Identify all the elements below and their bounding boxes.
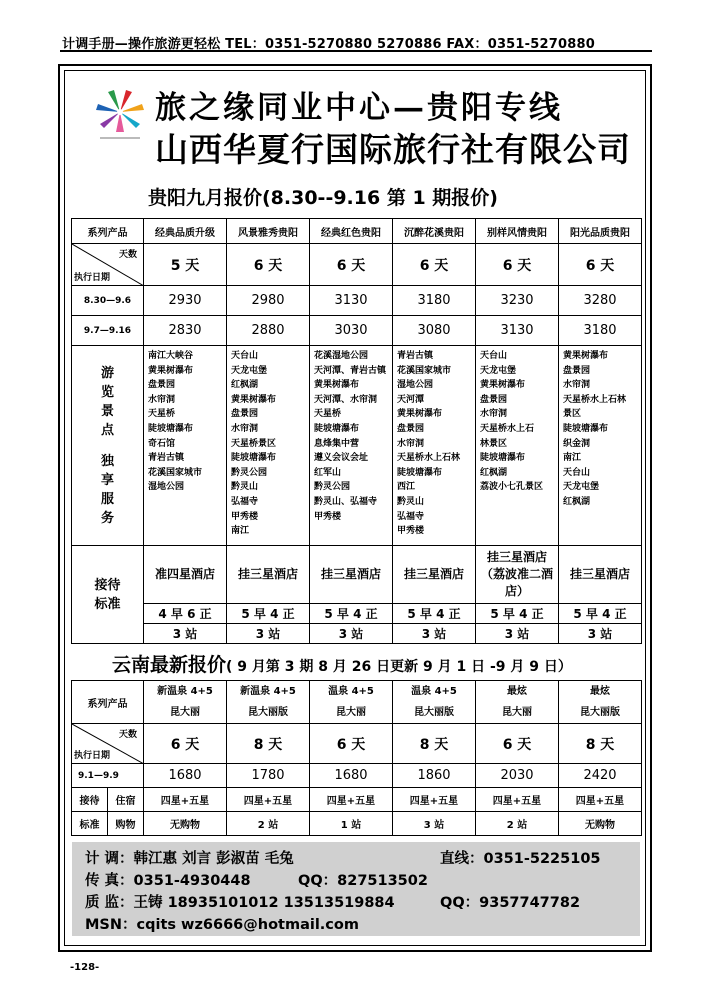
title-line-1: 旅之缘同业中心—贵阳专线 xyxy=(155,90,563,126)
spot-item: 天星桥 xyxy=(148,409,176,420)
spots-label-char xyxy=(72,440,143,452)
stops-cell: 3 站 xyxy=(476,624,559,644)
days-cell: 6 天 xyxy=(144,724,227,764)
spots-label-char: 服 xyxy=(100,491,114,507)
price-cell: 1860 xyxy=(393,764,476,788)
date-cell: 9.7—9.16 xyxy=(72,316,144,346)
spot-item: 天台山 xyxy=(563,467,591,478)
yunnan-title-main: 云南最新报价 xyxy=(112,654,227,676)
price-cell: 2880 xyxy=(227,316,310,346)
spot-item: 陡坡塘瀑布 xyxy=(148,423,194,434)
spot-item: 息烽集中营 xyxy=(314,438,360,449)
product-route: 昆大丽 xyxy=(336,707,366,718)
spot-item: 青岩古镇 xyxy=(397,351,434,361)
date-label: 执行日期 xyxy=(74,273,111,283)
stops-cell: 3 站 xyxy=(227,624,310,644)
days-cell: 8 天 xyxy=(227,724,310,764)
spot-item: 弘福寺 xyxy=(231,496,259,507)
stay-cell: 四星+五星 xyxy=(393,788,476,812)
spot-item: 南江 xyxy=(563,453,582,464)
meals-cell: 5 早 4 正 xyxy=(393,604,476,624)
stay-cell: 四星+五星 xyxy=(144,788,227,812)
spot-item: 黔灵公园 xyxy=(314,482,351,493)
contact-msn: MSN：cqits wz6666@hotmail.com xyxy=(85,917,359,933)
table-row xyxy=(72,244,642,286)
product-cell xyxy=(393,681,476,724)
spots-cell xyxy=(559,346,642,546)
hotel-cell: 挂三星酒店（荔波准二酒店） xyxy=(476,546,559,604)
spot-item: 天星桥水上石林 xyxy=(397,453,461,464)
spot-item: 红枫湖 xyxy=(563,496,591,507)
page-header: 计调手册—操作旅游更轻松 TEL：0351-5270880 5270886 FAX：0351-5270880 xyxy=(62,37,595,52)
days-cell: 6 天 xyxy=(476,724,559,764)
spot-item: 甲秀楼 xyxy=(231,511,259,522)
company-logo-icon xyxy=(90,86,150,144)
shop-label: 购物 xyxy=(108,812,144,836)
spot-item: 陡坡塘瀑布 xyxy=(397,467,443,478)
meals-cell: 5 早 4 正 xyxy=(559,604,642,624)
spot-item: 天星桥水上石 xyxy=(480,423,535,434)
spot-item: 遵义会议会址 xyxy=(314,453,369,464)
spot-item: 盘景园 xyxy=(231,409,259,420)
product-cell xyxy=(559,681,642,724)
contact-direct-line: 直线：0351-5225105 xyxy=(440,851,601,867)
spot-item: 陡坡塘瀑布 xyxy=(231,453,277,464)
product-cell xyxy=(310,681,393,724)
table-row xyxy=(72,316,642,346)
spot-item: 天星桥景区 xyxy=(231,438,277,449)
spot-item: 水帘洞 xyxy=(480,409,508,420)
stay-label: 住宿 xyxy=(108,788,144,812)
product-name: 沉醉花溪贵阳 xyxy=(393,219,476,244)
price-cell: 3180 xyxy=(393,286,476,316)
spot-item: 水帘洞 xyxy=(148,394,176,405)
yunnan-price-table xyxy=(71,680,642,836)
price-cell: 2930 xyxy=(144,286,227,316)
spots-label-char: 游 xyxy=(100,365,114,381)
days-cell: 8 天 xyxy=(559,724,642,764)
days-cell: 6 天 xyxy=(476,244,559,286)
spot-item: 甲秀楼 xyxy=(397,526,425,537)
price-cell: 2980 xyxy=(227,286,310,316)
spots-label-char: 点 xyxy=(100,422,114,438)
product-cell xyxy=(144,681,227,724)
shop-cell: 2 站 xyxy=(227,812,310,836)
spot-item: 花溪国家城市 xyxy=(148,467,203,478)
product-name: 最炫 xyxy=(590,686,610,697)
spot-item: 水帘洞 xyxy=(231,423,259,434)
spot-item: 荔波小七孔景区 xyxy=(480,482,544,493)
spots-label-char: 享 xyxy=(100,472,114,488)
spot-item: 织金洞 xyxy=(563,438,591,449)
spot-item: 西江 xyxy=(397,482,416,493)
product-route: 昆大丽版 xyxy=(248,707,288,718)
price-cell: 3280 xyxy=(559,286,642,316)
spots-label-char: 务 xyxy=(100,510,114,526)
price-cell: 1680 xyxy=(310,764,393,788)
shop-cell: 无购物 xyxy=(559,812,642,836)
col-label: 系列产品 xyxy=(72,219,144,244)
table-row xyxy=(72,681,642,724)
spot-item: 陡坡塘瀑布 xyxy=(563,423,609,434)
price-cell: 3130 xyxy=(310,286,393,316)
spot-item: 天台山 xyxy=(231,351,259,361)
spot-item: 天龙屯堡 xyxy=(563,482,600,493)
price-cell: 3230 xyxy=(476,286,559,316)
days-cell: 6 天 xyxy=(310,724,393,764)
contact-fax: 传 真：0351-4930448 xyxy=(85,873,251,889)
spot-item: 黄果树瀑布 xyxy=(148,365,194,376)
days-cell: 8 天 xyxy=(393,724,476,764)
days-cell: 5 天 xyxy=(144,244,227,286)
meals-cell: 5 早 4 正 xyxy=(310,604,393,624)
diagonal-header-cell xyxy=(72,724,144,764)
std-label-line: 标准 xyxy=(94,596,121,612)
contact-staff: 计 调：韩江惠 刘言 彭淑苗 毛兔 xyxy=(85,851,294,867)
spot-item: 黄果树瀑布 xyxy=(314,380,360,391)
spot-item: 黄果树瀑布 xyxy=(563,351,609,361)
hotel-cell: 挂三星酒店 xyxy=(393,546,476,604)
product-name: 经典红色贵阳 xyxy=(310,219,393,244)
days-cell: 6 天 xyxy=(227,244,310,286)
title-line-2: 山西华夏行国际旅行社有限公司 xyxy=(155,130,631,169)
product-name: 风景雅秀贵阳 xyxy=(227,219,310,244)
meals-cell: 4 早 6 正 xyxy=(144,604,227,624)
spot-item: 南江大峡谷 xyxy=(148,351,194,361)
spot-item: 陡坡塘瀑布 xyxy=(480,453,526,464)
spot-item: 天台山 xyxy=(480,351,508,361)
product-route: 昆大丽版 xyxy=(580,707,620,718)
table-row xyxy=(72,604,642,624)
table-row xyxy=(72,624,642,644)
spot-item: 红枫湖 xyxy=(480,467,508,478)
table-row xyxy=(72,346,642,546)
guizhou-price-table xyxy=(71,218,642,644)
spots-label-char: 景 xyxy=(100,403,114,419)
spot-item: 黔灵山 xyxy=(397,496,425,507)
product-name: 温泉 4+5 xyxy=(328,686,374,697)
page-number: -128- xyxy=(70,962,100,973)
spot-item: 水帘洞 xyxy=(563,380,591,391)
spot-item: 黄果树瀑布 xyxy=(231,394,277,405)
shop-cell: 无购物 xyxy=(144,812,227,836)
spot-item: 黔灵公园 xyxy=(231,467,268,478)
stops-cell: 3 站 xyxy=(310,624,393,644)
product-name: 新温泉 4+5 xyxy=(157,686,213,697)
product-name: 温泉 4+5 xyxy=(411,686,457,697)
spot-item: 弘福寺 xyxy=(397,511,425,522)
meals-cell: 5 早 4 正 xyxy=(476,604,559,624)
hotel-cell: 准四星酒店 xyxy=(144,546,227,604)
table-row xyxy=(72,724,642,764)
product-name: 经典品质升级 xyxy=(144,219,227,244)
table-row xyxy=(72,764,642,788)
contact-quality: 质 监：王铸 18935101012 13513519884 xyxy=(85,895,395,911)
std-label: 标准 xyxy=(72,812,108,836)
spot-item: 花溪湿地公园 xyxy=(314,351,369,361)
spots-cell xyxy=(227,346,310,546)
product-name: 最炫 xyxy=(507,686,527,697)
price-cell: 3180 xyxy=(559,316,642,346)
spot-item: 黔灵山 xyxy=(231,482,259,493)
header-rule xyxy=(60,50,652,52)
spot-item: 天龙屯堡 xyxy=(480,365,517,376)
spot-item: 南江 xyxy=(231,526,250,537)
spot-item: 陡坡塘瀑布 xyxy=(314,423,360,434)
diagonal-header-cell xyxy=(72,244,144,286)
table-row xyxy=(72,788,642,812)
hotel-cell: 挂三星酒店 xyxy=(310,546,393,604)
spot-item: 天河潭、水帘洞 xyxy=(314,394,378,405)
product-route: 昆大丽 xyxy=(170,707,200,718)
col-label: 系列产品 xyxy=(72,681,144,724)
contact-qq-2: QQ：9357747782 xyxy=(440,895,581,911)
days-label: 天数 xyxy=(118,250,137,260)
spot-item: 青岩古镇 xyxy=(148,453,185,464)
product-name: 别样风情贵阳 xyxy=(476,219,559,244)
spot-item: 甲秀楼 xyxy=(314,511,342,522)
spot-item: 红枫湖 xyxy=(231,380,259,391)
spots-cell xyxy=(310,346,393,546)
stay-cell: 四星+五星 xyxy=(559,788,642,812)
price-cell: 2030 xyxy=(476,764,559,788)
product-route: 昆大丽版 xyxy=(414,707,454,718)
shop-cell: 1 站 xyxy=(310,812,393,836)
product-cell xyxy=(227,681,310,724)
days-cell: 6 天 xyxy=(393,244,476,286)
spot-item: 盘景园 xyxy=(480,394,508,405)
spots-cell xyxy=(393,346,476,546)
product-name: 阳光品质贵阳 xyxy=(559,219,642,244)
yunnan-section-title xyxy=(112,650,572,677)
spot-item: 黄果树瀑布 xyxy=(397,409,443,420)
price-cell: 3030 xyxy=(310,316,393,346)
price-cell: 3130 xyxy=(476,316,559,346)
spot-item: 盘景园 xyxy=(397,423,425,434)
spot-item: 天龙屯堡 xyxy=(231,365,268,376)
spots-label-char: 独 xyxy=(100,453,114,469)
date-cell: 9.1—9.9 xyxy=(72,764,144,788)
spots-label-cell xyxy=(72,346,144,546)
std-label-line: 接待 xyxy=(94,577,121,593)
date-cell: 8.30—9.6 xyxy=(72,286,144,316)
shop-cell: 3 站 xyxy=(393,812,476,836)
date-label: 执行日期 xyxy=(74,751,111,761)
std-label: 接待 xyxy=(72,788,108,812)
price-cell: 2420 xyxy=(559,764,642,788)
table-row xyxy=(72,286,642,316)
spots-cell xyxy=(476,346,559,546)
product-route: 昆大丽 xyxy=(502,707,532,718)
shop-cell: 2 站 xyxy=(476,812,559,836)
stops-cell: 3 站 xyxy=(559,624,642,644)
guizhou-section-title: 贵阳九月报价(8.30--9.16 第 1 期报价) xyxy=(148,187,498,209)
spot-item: 天星桥 xyxy=(314,409,342,420)
price-cell: 2830 xyxy=(144,316,227,346)
stay-cell: 四星+五星 xyxy=(227,788,310,812)
spot-item: 黄果树瀑布 xyxy=(480,380,526,391)
table-row xyxy=(72,812,642,836)
stops-cell: 3 站 xyxy=(144,624,227,644)
spot-item: 水帘洞 xyxy=(397,438,425,449)
hotel-cell: 挂三星酒店 xyxy=(227,546,310,604)
yunnan-title-sub: ( 9 月第 3 期 8 月 26 日更新 9 月 1 日 -9 月 9 日） xyxy=(226,659,572,675)
std-label-cell xyxy=(72,546,144,644)
spot-item: 花溪国家城市 xyxy=(397,365,452,376)
stops-cell: 3 站 xyxy=(393,624,476,644)
spot-item: 林景区 xyxy=(480,438,508,449)
days-cell: 6 天 xyxy=(559,244,642,286)
price-cell: 1780 xyxy=(227,764,310,788)
spot-item: 天河潭 xyxy=(397,394,425,405)
product-name: 新温泉 4+5 xyxy=(240,686,296,697)
table-row xyxy=(72,546,642,604)
spots-cell xyxy=(144,346,227,546)
contact-qq-1: QQ：827513502 xyxy=(298,873,428,889)
stay-cell: 四星+五星 xyxy=(476,788,559,812)
spot-item: 黔灵山、弘福寺 xyxy=(314,496,378,507)
contact-box xyxy=(72,842,640,936)
spot-item: 红军山 xyxy=(314,467,342,478)
hotel-cell: 挂三星酒店 xyxy=(559,546,642,604)
stay-cell: 四星+五星 xyxy=(310,788,393,812)
spot-item: 盘景园 xyxy=(563,365,591,376)
spot-item: 景区 xyxy=(563,409,582,420)
spot-item: 湿地公园 xyxy=(148,482,185,493)
spot-item: 盘景园 xyxy=(148,380,176,391)
spot-item: 奇石馆 xyxy=(148,438,176,449)
days-cell: 6 天 xyxy=(310,244,393,286)
meals-cell: 5 早 4 正 xyxy=(227,604,310,624)
days-label: 天数 xyxy=(118,730,137,740)
product-cell xyxy=(476,681,559,724)
spots-label-char: 览 xyxy=(100,384,114,400)
spot-item: 湿地公园 xyxy=(397,380,434,391)
table-row xyxy=(72,219,642,244)
spot-item: 天河潭、青岩古镇 xyxy=(314,365,387,376)
price-cell: 1680 xyxy=(144,764,227,788)
spot-item: 天星桥水上石林 xyxy=(563,394,627,405)
price-cell: 3080 xyxy=(393,316,476,346)
